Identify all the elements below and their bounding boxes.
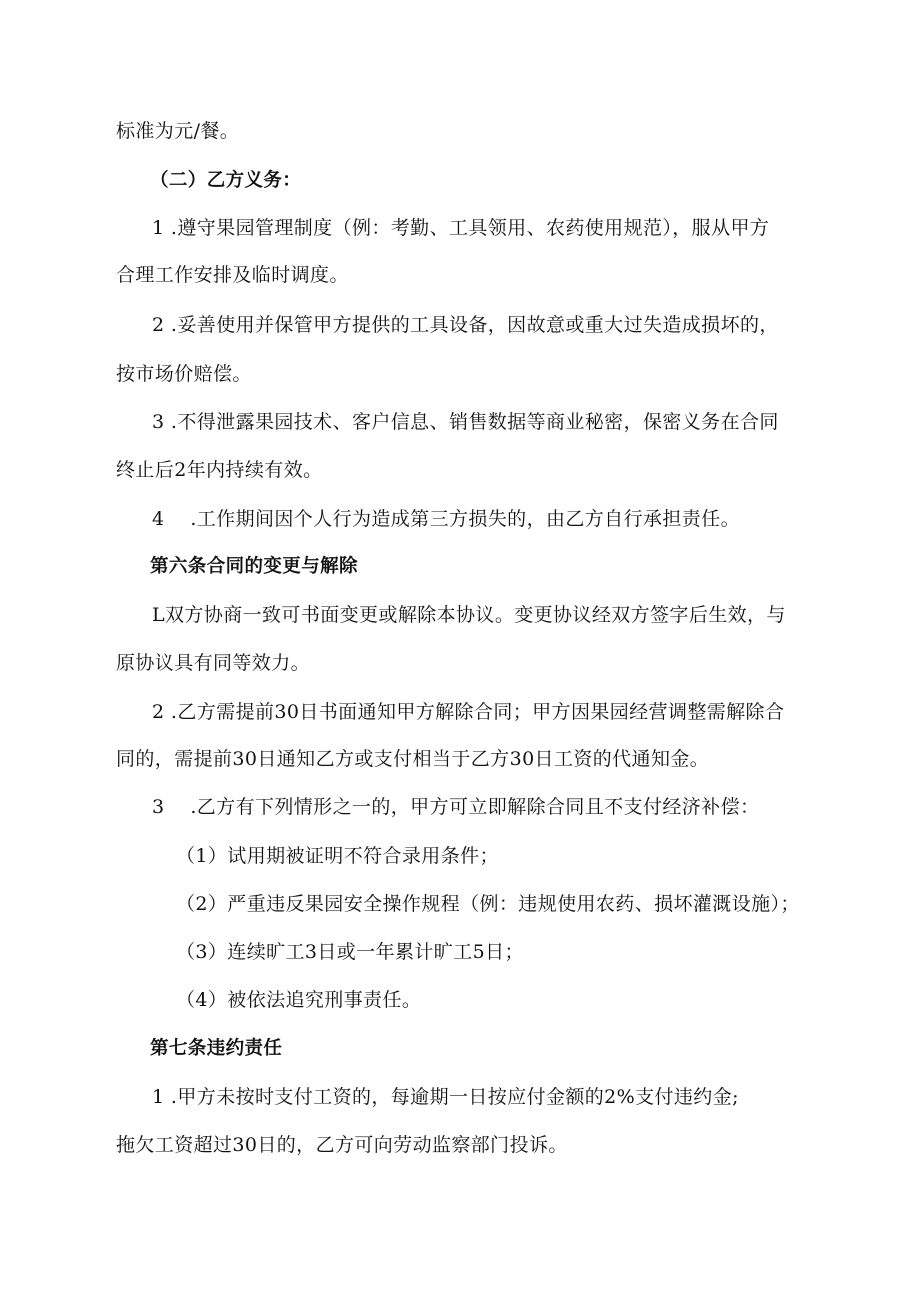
text-line-8: 终止后2年内持续有效。: [116, 459, 323, 481]
text-line-12: 原协议具有同等效力。: [116, 652, 311, 674]
text-line-16: （1）试用期被证明不符合录用条件；: [176, 845, 499, 867]
text-line-1: 标准为元/餐。: [116, 120, 240, 142]
text-line-3: 1 .遵守果园管理制度（例：考勤、工具领用、农药使用规范），服从甲方: [152, 217, 770, 239]
text-line-5: 2 .妥善使用并保管甲方提供的工具设备，因故意或重大过失造成损坏的，: [152, 314, 779, 336]
text-line-11: L双方协商一致可书面变更或解除本协议。变更协议经双方签字后生效，与: [152, 604, 786, 626]
text-line-21: 1 .甲方未按时支付工资的，每逾期一日按应付金额的2%支付违约金;: [152, 1086, 739, 1108]
text-line-15: 3 .乙方有下列情形之一的，甲方可立即解除合同且不支付经济补偿：: [152, 796, 760, 818]
article-seven-heading: 第七条违约责任: [150, 1038, 283, 1059]
text-line-4: 合理工作安排及临时调度。: [116, 264, 349, 286]
text-line-18: （3）连续旷工3日或一年累计旷工5日；: [176, 941, 524, 963]
text-line-19: （4）被依法追究刑事责任。: [176, 989, 422, 1011]
text-line-9: 4 .工作期间因个人行为造成第三方损失的，由乙方自行承担责任。: [152, 508, 740, 530]
text-line-7: 3 .不得泄露果园技术、客户信息、销售数据等商业秘密，保密义务在合同: [152, 411, 779, 433]
article-six-heading: 第六条合同的变更与解除: [150, 556, 358, 577]
text-line-6: 按市场价赔偿。: [116, 363, 252, 385]
text-line-13: 2 .乙方需提前30日书面通知甲方解除合同；甲方因果园经营调整需解除合: [152, 701, 785, 723]
text-line-22: 拖欠工资超过30日的，乙方可向劳动监察部门投诉。: [116, 1134, 568, 1156]
text-line-17: （2）严重违反果园安全操作规程（例：违规使用农药、损坏灌溉设施）；: [176, 893, 800, 915]
text-line-14: 同的，需提前30日通知乙方或支付相当于乙方30日工资的代通知金。: [116, 748, 710, 770]
section-heading-party-b-obligations: （二）乙方义务：: [150, 170, 302, 191]
